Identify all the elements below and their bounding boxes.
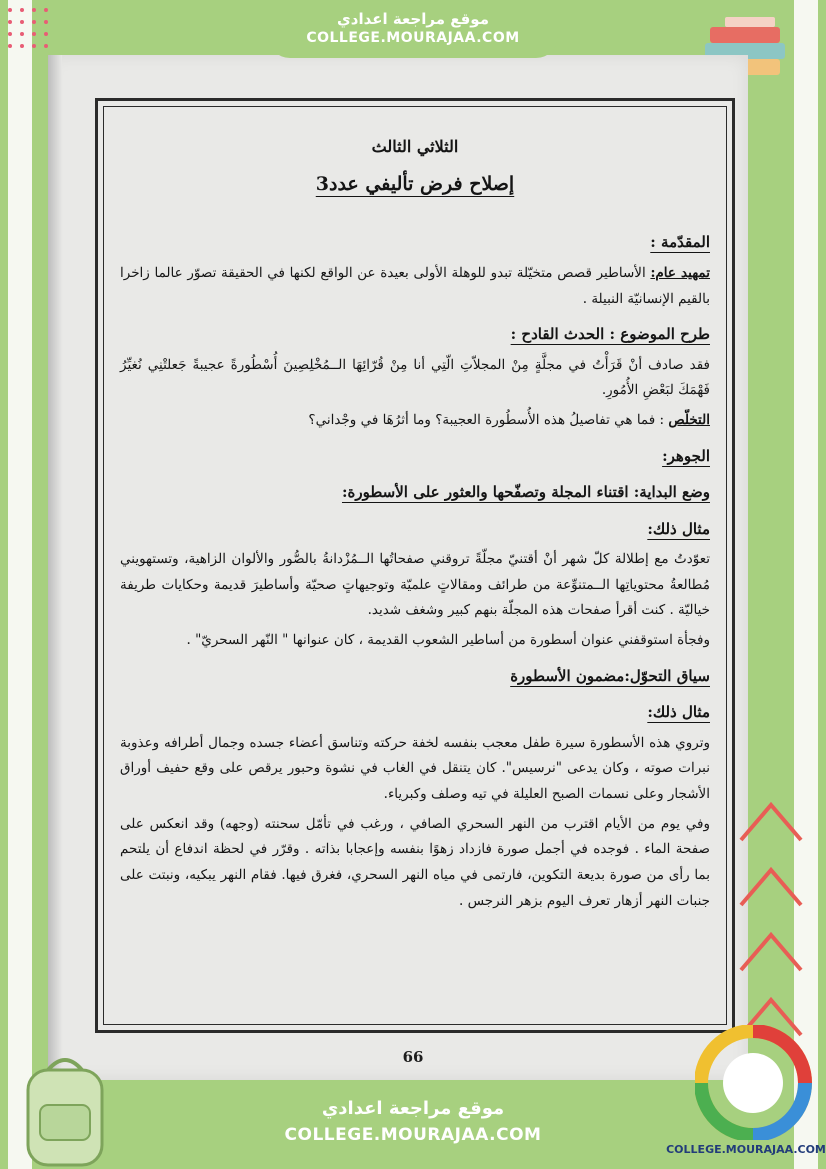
bottom-banner[interactable]	[266, 1082, 560, 1169]
paragraph-text: فقد صادف أنْ قَرَأْتُ في مجلَّةٍ مِنْ المجلاّتِ الّتِي أنا مِنْ قُرّائِهَا الــمُخْلِصِينَ أُسْطُورةً عجيبةً جَعلتْنِي نُغيِّرُ فَهْمَكَ لبَعْضِ الأُمُورِ.	[120, 356, 710, 399]
document-subtitle: إصلاح فرض تأليفي عدد3	[315, 173, 515, 196]
section-heading: طرح الموضوع : الحدث القادح :	[510, 325, 710, 344]
section-heading: الجوهر:	[662, 446, 710, 465]
section-heading: مثال ذلك:	[647, 519, 710, 538]
decorative-dots-icon	[0, 0, 60, 60]
footer-site-name-ar: موقع مراجعة اعدادي	[321, 1098, 505, 1119]
paragraph	[120, 812, 710, 915]
section-heading: وضع البداية: اقتناء المجلة وتصفّحها والعثور على الأسطورة:	[341, 483, 710, 502]
logo-caption: COLLEGE.MOURAJAA.COM	[666, 1143, 826, 1156]
scan-binding-shadow	[48, 55, 62, 1080]
paragraph-text: وفجأة استوقفني عنوان أسطورة من أساطير الشعوب القديمة ، كان عنوانها " النّهر السحريّ" .	[186, 632, 710, 649]
section-heading: سياق التحوّل:مضمون الأسطورة	[510, 666, 710, 685]
top-banner[interactable]	[268, 0, 558, 58]
frame-strip-left	[8, 0, 32, 1169]
paragraph-text: الأساطير قصص متخيّلة تبدو للوهلة الأولى بعيدة عن الواقع لكنها في الحقيقة تصوّر عالما زاخرا بالقيم الإنسانيّة النبيلة .	[120, 264, 710, 307]
paragraph	[120, 731, 710, 808]
site-logo-icon	[695, 1025, 815, 1140]
paragraph-text: : فما هي تفاصيلُ هذه الأُسطُورة العجيبة؟ وما أثرُهَا في وجْداني؟	[308, 412, 669, 429]
section-heading: المقدّمة :	[650, 233, 710, 252]
section-title: الثلاثي الثالث	[371, 137, 459, 156]
section-heading: مثال ذلك:	[647, 703, 710, 722]
paragraph	[120, 628, 710, 654]
paragraph	[120, 261, 710, 312]
paragraph	[120, 353, 710, 404]
paragraph-label: التخلّص	[668, 412, 710, 429]
page-number: 66	[402, 1048, 424, 1066]
site-name-ar: موقع مراجعة اعدادي	[337, 10, 489, 28]
paragraph	[120, 408, 710, 434]
site-url[interactable]: COLLEGE.MOURAJAA.COM	[306, 30, 520, 46]
paragraph-text: وتروي هذه الأسطورة سيرة طفل معجب بنفسه لخفة حركته وتناسق أعضاء جسده وجمال أطرافه وعذوبة نبرات صوته ، وكان يدعى "نرسيس". كان يتنقل في الغاب في نشوة وحبور يرقص على وقع حفيف أوراق الأشجار وعلى نسمات الصبح العليلة في تيه وصلف وكبرياء.	[120, 734, 710, 803]
paragraph	[120, 547, 710, 624]
backpack-icon	[10, 1050, 120, 1169]
document-content	[120, 130, 710, 914]
paragraph-text: وفي يوم من الأيام اقترب من النهر السحري الصافي ، ورغب في تأمّل سحنته (وجهه) وقد انعكس على صفحة الماء . فوجده في أجمل صورة فازداد زهوًا بنفسه وإعجابا بذاته . وقرّر في لحظة اندفاع أن يلتحم بما رأى من صورة بديعة التكوين، فارتمى في مياه النهر السحري، فغرق فيها. فقام النهر يبكيه، ونبتت على جنبات النهر أزهار تعرف اليوم بزهر النرجس .	[120, 815, 710, 909]
paragraph-label: تمهيد عام:	[650, 264, 710, 281]
footer-site-url[interactable]: COLLEGE.MOURAJAA.COM	[284, 1125, 542, 1145]
paragraph-text: تعوّدتُ مع إطلالة كلّ شهر أنْ أقتنيّ مجلّةً تروقني صفحاتُها الــمُزْدانةُ بالصُّور والألوان الزاهية، وتستهويني مُطالعةُ محتوياتِها الــمتنوِّعة من طرائف ومقالاتٍ علميّة وتوجيهاتٍ صحيّة وأساطيرَ قديمة وحكايات طريفة خياليّة . كنت أقرأ صفحات هذه المجلّة بنهم كبير وشغف شديد.	[120, 551, 710, 619]
